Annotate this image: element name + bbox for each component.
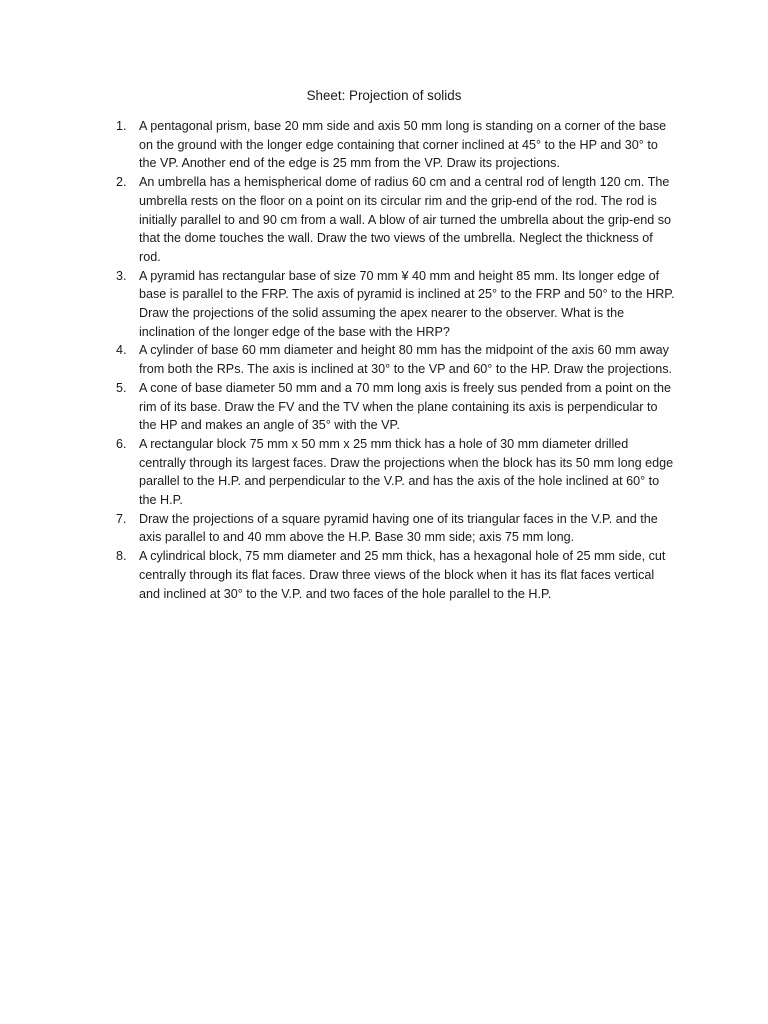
- question-number: 2.: [116, 175, 127, 190]
- question-text: A cylindrical block, 75 mm diameter and 25 mm thick, has a hexagonal hole of 25 mm side, cut centrally through its flat faces. Draw three views of the block when it has its flat faces vertical and inclined at 30° to the V.P. and two faces of the hole parallel to the H.P.: [139, 549, 666, 601]
- question-text: An umbrella has a hemispherical dome of radius 60 cm and a central rod of length 120 cm. The umbrella rests on the floor on a point on its circular rim and the grip-end of the rod. The rod is initially parallel to and 90 cm from a wall. A blow of air turned the umbrella about the grip-end so that the dome touches the wall. Draw the two views of the umbrella. Neglect the thickness of rod.: [139, 175, 672, 264]
- question-text: Draw the projections of a square pyramid having one of its triangular faces in the V.P. and the axis parallel to and 40 mm above the H.P. Base 30 mm side; axis 75 mm long.: [139, 511, 658, 545]
- question-text: A cylinder of base 60 mm diameter and height 80 mm has the midpoint of the axis 60 mm away from both the RPs. The axis is inclined at 30° to the VP and 60° to the HP. Draw the projections.: [139, 343, 673, 377]
- question-text: A rectangular block 75 mm x 50 mm x 25 mm thick has a hole of 30 mm diameter drilled centrally through its largest faces. Draw the projections when the block has its 50 mm long edge parallel to the H.P. and perpendicular to the V.P. and has the axis of the hole inclined at 60° to the H.P.: [139, 436, 674, 508]
- question-item: [111, 117, 677, 173]
- question-number: 3.: [116, 268, 127, 283]
- question-text: A cone of base diameter 50 mm and a 70 mm long axis is freely sus pended from a point on the rim of its base. Draw the FV and the TV when the plane containing its axis is perpendicular to the HP and makes an angle of 35° with the VP.: [139, 380, 672, 433]
- question-item: [111, 341, 677, 378]
- question-item: [111, 547, 677, 603]
- question-item: [111, 510, 677, 547]
- question-number: 1.: [116, 119, 127, 133]
- question-number: 8.: [116, 549, 127, 564]
- sheet-title: Sheet: Projection of solids: [306, 88, 462, 103]
- question-text: A pyramid has rectangular base of size 70 mm ¥ 40 mm and height 85 mm. Its longer edge of base is parallel to the FRP. The axis of pyramid is inclined at 25° to the FRP and 50° to the HRP. Draw the projections of the solid assuming the apex nearer to the observer. What is the inclination of the longer edge of the base with the HRP?: [139, 268, 675, 339]
- question-item: [111, 435, 677, 510]
- question-item: [111, 267, 677, 342]
- question-list: [111, 117, 677, 603]
- question-number: 5.: [116, 380, 127, 395]
- question-number: 6.: [116, 436, 127, 451]
- question-number: 4.: [116, 343, 127, 358]
- question-text: A pentagonal prism, base 20 mm side and axis 50 mm long is standing on a corner of the base on the ground with the longer edge containing that corner inclined at 45° to the HP and 30° to the VP. Another end of the edge is 25 mm from the VP. Draw its projections.: [139, 119, 667, 171]
- question-item: [111, 173, 677, 267]
- question-number: 7.: [116, 511, 127, 526]
- question-item: [111, 379, 677, 435]
